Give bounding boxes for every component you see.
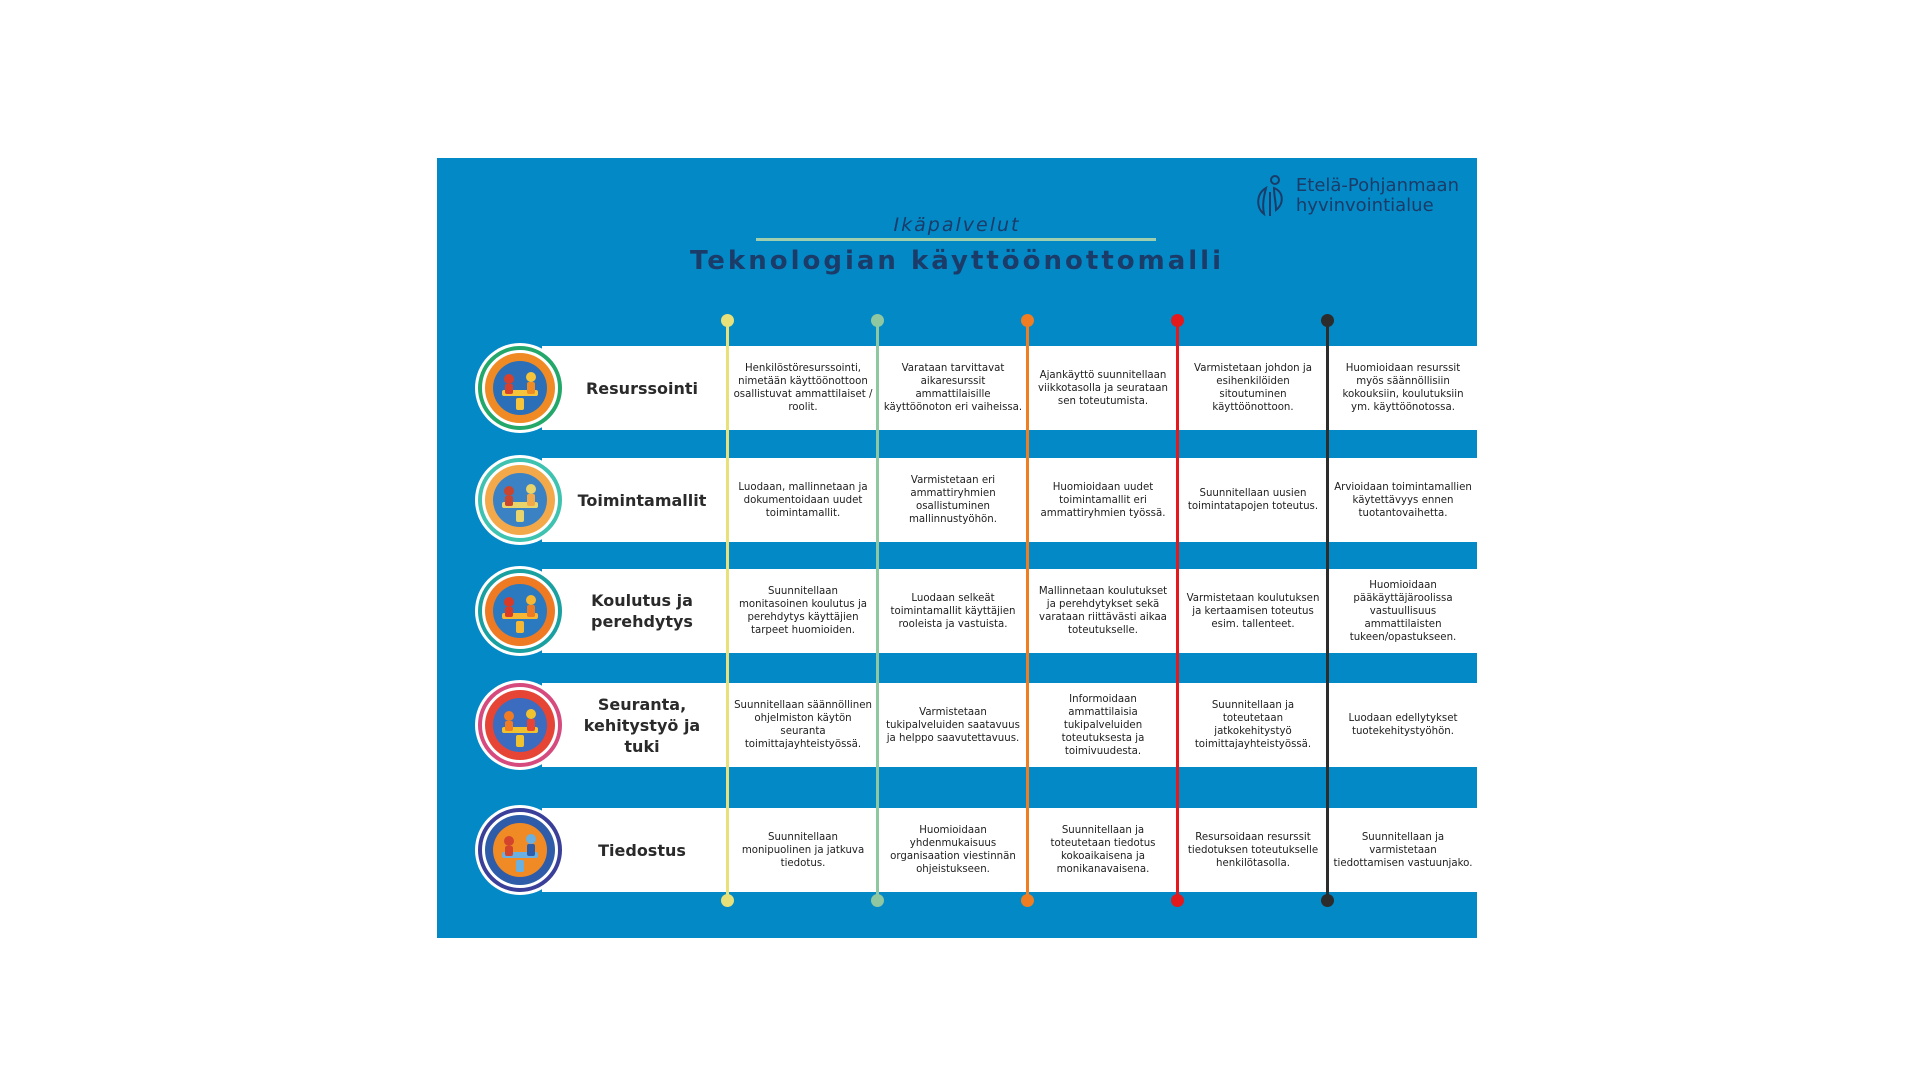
column-line-top-dot [1321, 314, 1334, 327]
row-cell: Mallinnetaan koulutukset ja perehdytykset sekä varataan riittävästi aikaa toteutukselle. [1038, 586, 1168, 636]
column-line-top-dot [1021, 314, 1034, 327]
column-line [726, 320, 729, 900]
row-cell: Huomioidaan yhdenmukaisuus organisaation viestinnän ohjeistukseen. [890, 825, 1016, 875]
row-cell: Huomioidaan uudet toimintamallit eri ammattiryhmien työssä. [1040, 481, 1166, 519]
brand-line-1: Etelä-Pohjanmaan [1295, 175, 1459, 196]
row-cell: Arvioidaan toimintamallien käytettävyys ennen tuotantovaihetta. [1334, 481, 1472, 519]
row-cell: Suunnitellaan ja varmistetaan tiedottamisen vastuunjako. [1333, 831, 1473, 869]
row-cell: Suunnitellaan ja toteutetaan jatkokehitystyö toimittajayhteistyössä. [1194, 700, 1312, 750]
row-cell: Huomioidaan pääkäyttäjäroolissa vastuullisuus ammattilaisten tukeen/opastukseen. [1349, 579, 1457, 643]
brand-logo [1254, 174, 1459, 218]
column-line [1176, 320, 1179, 900]
column-line [1026, 320, 1029, 900]
row-cell: Varmistetaan johdon ja esihenkilöiden sitoutuminen käyttöönottoon. [1194, 363, 1312, 413]
column-line-top-dot [721, 314, 734, 327]
row-cell: Luodaan selkeät toimintamallit käyttäjien rooleista ja vastuista. [890, 592, 1016, 630]
column-line-top-dot [871, 314, 884, 327]
training-session-illustration-icon [475, 566, 565, 656]
column-line [876, 320, 879, 900]
row-cell: Suunnitellaan monipuolinen ja jatkuva tiedotus. [741, 831, 865, 869]
row-cell: Suunnitellaan monitasoinen koulutus ja perehdytys käyttäjien tarpeet huomioiden. [738, 586, 868, 636]
column-line-top-dot [1171, 314, 1184, 327]
row-cell: Luodaan edellytykset tuotekehitystyöhön. [1348, 713, 1458, 737]
column-line-bottom-dot [1321, 894, 1334, 907]
row-label: Resurssointi [585, 378, 699, 398]
row-label: Toimintamallit [577, 490, 707, 510]
row-cell: Informoidaan ammattilaisia tukipalveluiden toteutuksesta ja toimivuudesta. [1061, 693, 1145, 757]
row-cell: Ajankäyttö suunnitellaan viikkotasolla ja seurataan sen toteutumista. [1038, 369, 1168, 407]
row-label: Seuranta, kehitystyö ja tuki [583, 694, 701, 756]
model-panel [437, 158, 1477, 938]
communication-illustration-icon [475, 805, 565, 895]
column-line-bottom-dot [1171, 894, 1184, 907]
page-subtitle: Ikäpalvelut [893, 214, 1021, 236]
page-title: Teknologian käyttöönottomalli [689, 246, 1224, 276]
row-cell: Huomioidaan resurssit myös säännöllisiin kokouksiin, koulutuksiin ym. käyttöönotossa. [1342, 363, 1464, 413]
subtitle-divider [756, 238, 1156, 241]
row-cell: Varmistetaan eri ammattiryhmien osallistuminen mallinnustyöhön. [909, 475, 997, 525]
row-label: Koulutus ja perehdytys [591, 591, 693, 631]
row-cell: Luodaan, mallinnetaan ja dokumentoidaan uudet toimintamallit. [738, 481, 868, 519]
people-at-table-illustration-icon [475, 343, 565, 433]
row-cell: Suunnitellaan uusien toimintatapojen toteutus. [1187, 488, 1319, 512]
row-cell: Suunnitellaan ja toteutetaan tiedotus kokoaikaisena ja monikanavaisena. [1050, 825, 1156, 875]
brand-line-2: hyvinvointialue [1295, 195, 1434, 216]
row-label: Tiedostus [598, 840, 686, 860]
row-cell: Suunnitellaan säännöllinen ohjelmiston käytön seuranta toimittajayhteistyössä. [734, 700, 872, 750]
column-line-bottom-dot [1021, 894, 1034, 907]
row-cell: Varataan tarvittavat aikaresurssit ammattilaisille käyttöönoton eri vaiheissa. [883, 363, 1023, 413]
row-cell: Varmistetaan koulutuksen ja kertaamisen toteutus esim. tallenteet. [1186, 592, 1320, 630]
column-line [1326, 320, 1329, 900]
row-cell: Resursoidaan resurssit tiedotuksen toteutukselle henkilötasolla. [1187, 831, 1319, 869]
column-line-bottom-dot [871, 894, 884, 907]
row-cell: Henkilöstöresurssointi, nimetään käyttöönottoon osallistuvat ammattilaiset / roolit. [733, 363, 873, 413]
support-team-illustration-icon [475, 680, 565, 770]
column-line-bottom-dot [721, 894, 734, 907]
row-cell: Varmistetaan tukipalveluiden saatavuus ja helppo saavutettavuus. [886, 706, 1020, 744]
workshop-group-illustration-icon [475, 455, 565, 545]
leaf-person-icon [1254, 174, 1288, 218]
